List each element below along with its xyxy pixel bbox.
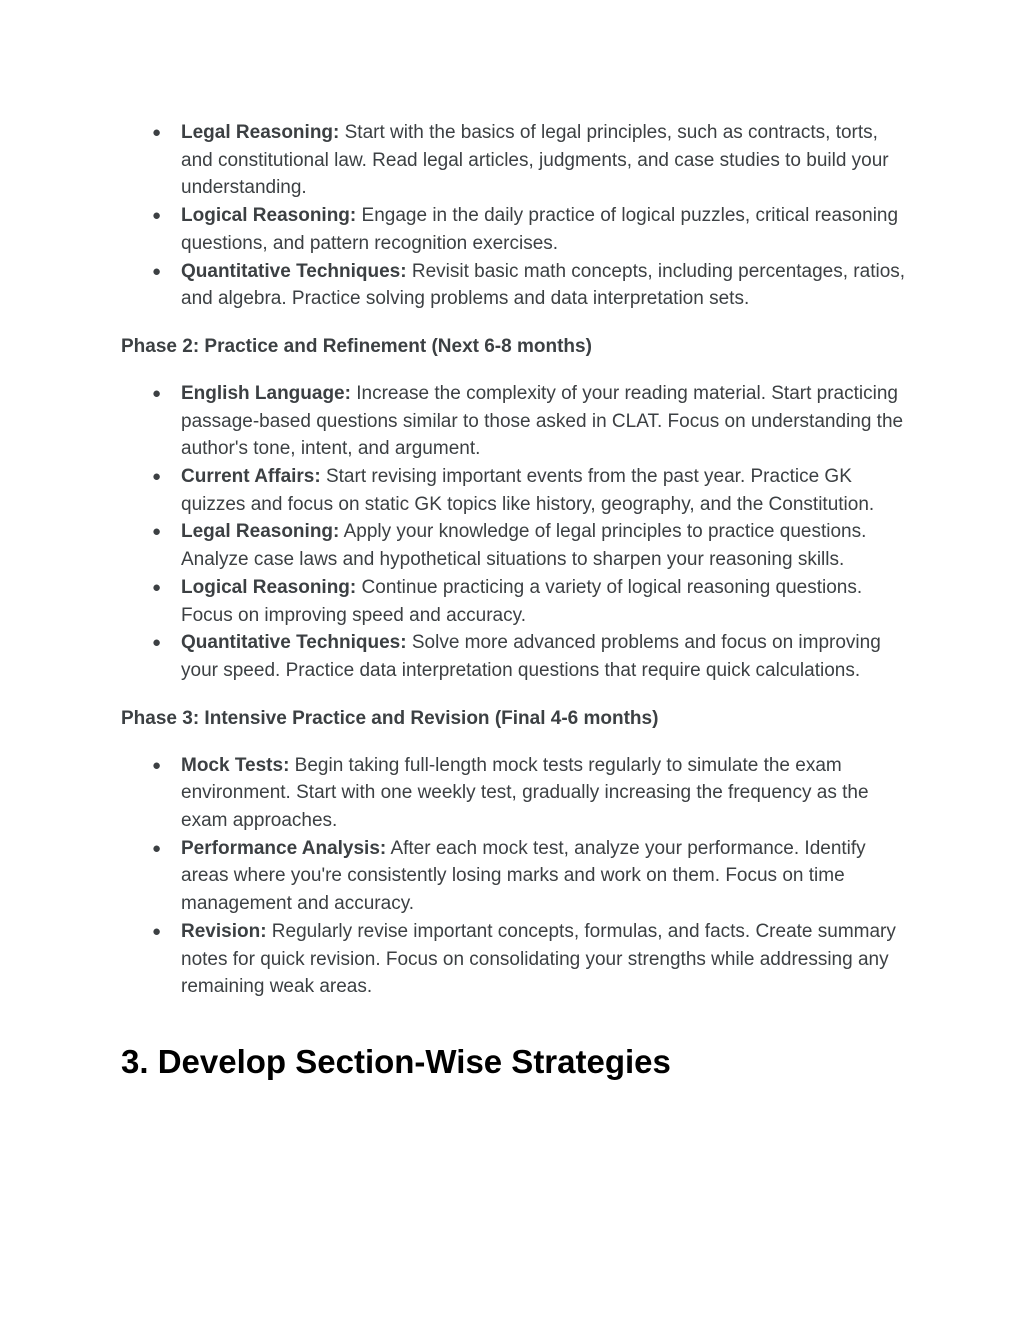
bullet-icon: ● [152, 634, 162, 652]
list-item-text: Continue practicing a variety of logical reasoning questions. Focus on improving speed and accuracy. [181, 576, 863, 626]
bullet-icon: ● [152, 578, 162, 596]
phase-3-list [121, 752, 911, 1001]
bullet-icon: ● [152, 262, 162, 280]
bullet-icon: ● [152, 207, 162, 225]
list-item-term: Legal Reasoning: [181, 521, 340, 543]
phase-1-list [121, 119, 911, 313]
list-item-text: Revisit basic math concepts, including percentages, ratios, and algebra. Practice solving problems and data interpretation sets. [181, 260, 906, 310]
list-item-term: Revision: [181, 920, 267, 942]
list-item-text: Begin taking full-length mock tests regularly to simulate the exam environment. Start with one weekly test, gradually increasing the frequency as the exam approaches. [181, 754, 869, 832]
section-heading: 3. Develop Section-Wise Strategies [121, 1042, 671, 1080]
list-item-text: Regularly revise important concepts, formulas, and facts. Create summary notes for quick revision. Focus on consolidating your strengths while addressing any remaining weak areas. [181, 920, 896, 998]
bullet-icon: ● [152, 124, 162, 141]
list-item-term: Quantitative Techniques: [181, 260, 407, 282]
list-item [121, 835, 911, 918]
bullet-icon: ● [152, 922, 162, 940]
list-item [121, 119, 911, 202]
list-item [121, 463, 911, 518]
list-item-term: Legal Reasoning: [181, 122, 340, 143]
list-item-term: Current Affairs: [181, 466, 321, 488]
list-item-text: Solve more advanced problems and focus on improving your speed. Practice data interpretation questions that require quick calculations. [181, 632, 881, 681]
list-item [121, 518, 911, 573]
list-item-text: Engage in the daily practice of logical puzzles, critical reasoning questions, and pattern recognition exercises. [181, 205, 899, 254]
list-item-term: Quantitative Techniques: [181, 632, 407, 654]
list-item [121, 380, 911, 463]
list-item-text: Apply your knowledge of legal principles to practice questions. Analyze case laws and hypothetical situations to sharpen your reasoning skills. [181, 521, 867, 571]
list-item-text: Start with the basics of legal principles, such as contracts, torts, and constitutional law. Read legal articles, judgments, and case studies to build your understanding. [181, 122, 889, 199]
list-item-term: Logical Reasoning: [181, 205, 357, 227]
list-item [121, 629, 911, 684]
bullet-icon: ● [152, 523, 162, 541]
phase-2-list [121, 380, 911, 685]
list-item [121, 752, 911, 835]
list-item-term: Performance Analysis: [181, 837, 387, 859]
list-item-text: Increase the complexity of your reading material. Start practicing passage-based questions similar to those asked in CLAT. Focus on understanding the author's tone, intent, and argument. [181, 382, 904, 460]
list-item [121, 202, 911, 257]
bullet-icon: ● [152, 756, 162, 774]
phase-3-heading: Phase 3: Intensive Practice and Revision (Final 4-6 months) [121, 707, 659, 729]
list-item-text: After each mock test, analyze your performance. Identify areas where you're consistently losing marks and work on them. Focus on time management and accuracy. [181, 837, 866, 915]
document-page [121, 119, 911, 1082]
bullet-icon: ● [152, 384, 162, 402]
list-item-term: Logical Reasoning: [181, 576, 357, 598]
list-item-term: Mock Tests: [181, 754, 290, 776]
phase-2-heading: Phase 2: Practice and Refinement (Next 6-8 months) [121, 335, 592, 357]
list-item [121, 918, 911, 1001]
bullet-icon: ● [152, 839, 162, 857]
list-item [121, 258, 911, 313]
list-item-text: Start revising important events from the past year. Practice GK quizzes and focus on static GK topics like history, geography, and the Constitution. [181, 466, 875, 515]
list-item [121, 574, 911, 629]
list-item-term: English Language: [181, 382, 351, 404]
bullet-icon: ● [152, 468, 162, 486]
